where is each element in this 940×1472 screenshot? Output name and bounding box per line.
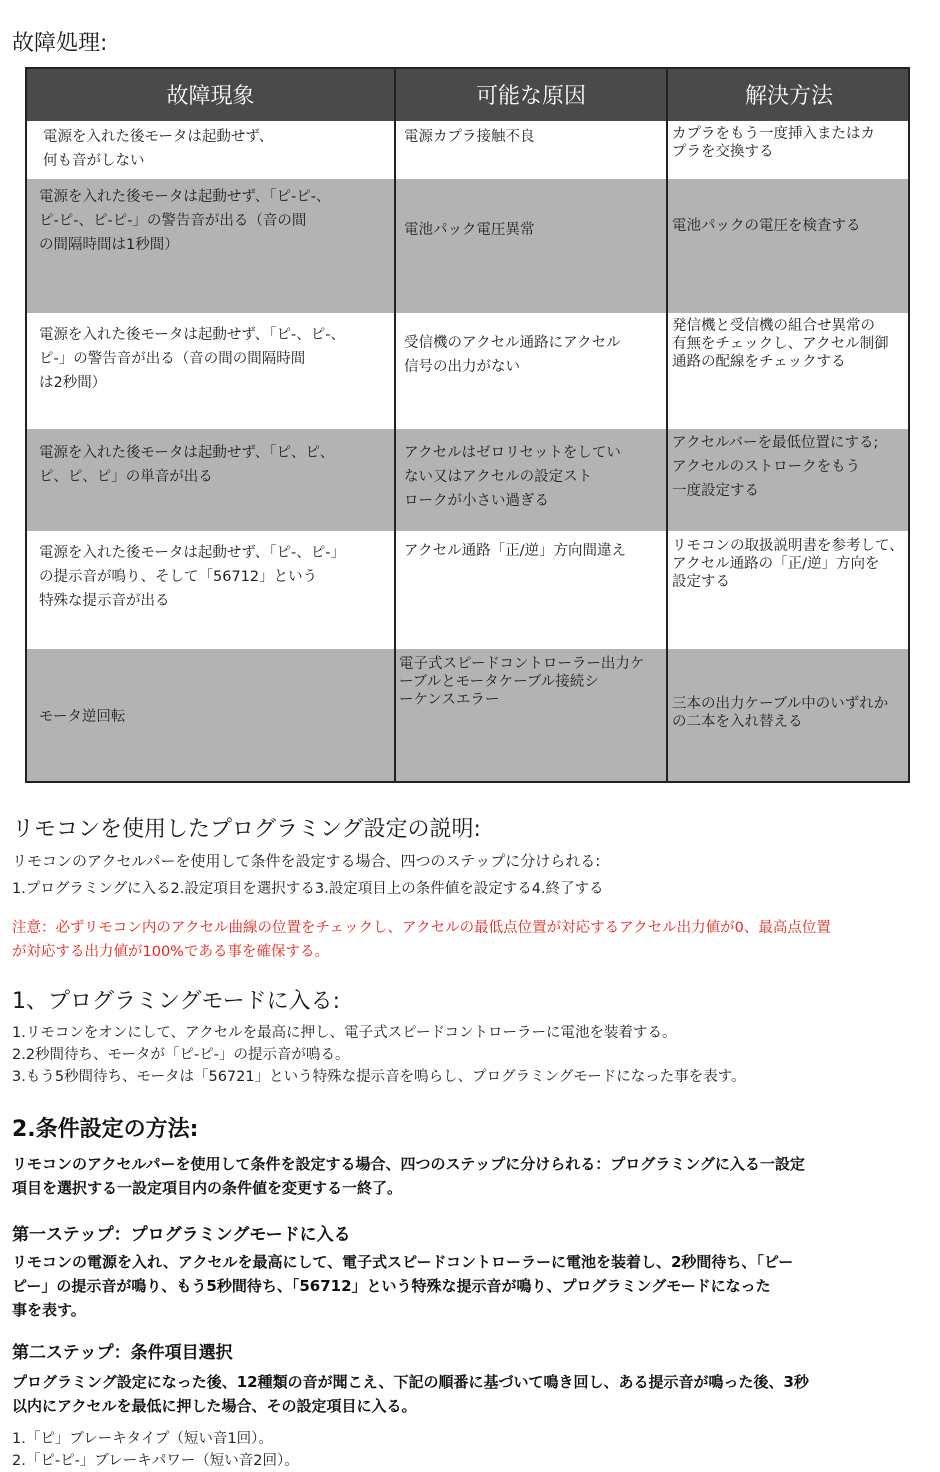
step1-line: リモコンの電源を入れ、アクセルを最高にして、電子式スピードコントローラーに電池を装着し、2秒間待ち、「ピー xyxy=(12,1253,794,1271)
cause-line: ーブルとモータケーブル接続シ xyxy=(399,674,599,690)
solution-cell xyxy=(672,214,861,238)
header-solution: 解決方法 xyxy=(744,84,833,109)
header-cause: 可能な原因 xyxy=(475,84,586,109)
step1-line: ピー」の提示音が鳴り、もう5秒間待ち、「56712」という特殊な提示音が鳴り、プログラミングモードになった xyxy=(12,1277,771,1295)
list-item: 2.2秒間待ち、モータが「ピ-ピ-」の提示音が鳴る。 xyxy=(12,1047,350,1063)
solution-line: 三本の出力ケーブル中のいずれか xyxy=(672,696,889,712)
solution-cell xyxy=(672,537,904,591)
cause-line: アクセルはゼロリセットをしてい xyxy=(404,445,621,461)
solution-line: の二本を入れ替える xyxy=(672,714,803,730)
solution-line: 電池パックの電圧を検査する xyxy=(672,218,861,234)
column-divider xyxy=(666,69,668,781)
symptom-cell xyxy=(39,323,345,395)
list-item: 3.もう5秒間待ち、モータは「56721」という特殊な提示音を鳴らし、プログラミングモードになった事を表す。 xyxy=(12,1069,746,1085)
cause-cell xyxy=(399,655,644,709)
symptom-line: の提示音が鳴り、そして「56712」という xyxy=(39,569,318,585)
table-row xyxy=(27,649,908,781)
step2-line: 以内にアクセルを最低に押した場合、その設定項目に入る。 xyxy=(12,1397,417,1415)
solution-line: リモコンの取扱説明書を参考して、 xyxy=(672,538,904,554)
cause-line: ロークが小さい過ぎる xyxy=(404,493,549,509)
programming-warning xyxy=(12,916,928,964)
solution-line: アクセルのストロークをもう xyxy=(672,459,861,475)
intro-line: 項目を選択する一設定項目内の条件値を変更する一終了。 xyxy=(12,1179,403,1197)
solution-line: アクセルバーを最低位置にする; xyxy=(672,435,879,451)
solution-line: 通路の配線をチェックする xyxy=(672,354,846,370)
cause-line: 信号の出力がない xyxy=(404,359,520,375)
solution-cell xyxy=(672,431,878,503)
symptom-line: ピ-」の警告音が出る（音の間の間隔時間 xyxy=(39,351,306,367)
cause-cell xyxy=(404,441,621,513)
symptom-cell xyxy=(39,185,330,257)
intro-line: リモコンのアクセルパーを使用して条件を設定する場合、四つのステップに分けられる：プログラミングに入る一設定 xyxy=(12,1155,805,1173)
solution-line: アクセル通路の「正/逆」方向を xyxy=(672,556,880,572)
condition-setting-intro xyxy=(12,1152,928,1200)
step1-body xyxy=(12,1250,928,1322)
solution-cell xyxy=(672,317,889,371)
troubleshooting-table xyxy=(25,67,910,783)
cause-line: ーケンスエラー xyxy=(399,692,500,708)
list-item: 1.「ピ」ブレーキタイプ（短い音1回）。 xyxy=(12,1431,273,1447)
cause-cell xyxy=(404,539,626,563)
enter-mode-list xyxy=(12,1022,746,1088)
header-symptom: 故障現象 xyxy=(166,84,255,109)
symptom-cell xyxy=(39,541,345,613)
column-divider xyxy=(394,69,396,781)
solution-line: カプラをもう一度挿入またはカ xyxy=(672,126,875,142)
step2-body xyxy=(12,1370,928,1418)
solution-cell xyxy=(672,695,888,731)
cause-line: 電子式スピードコントローラー出力ケ xyxy=(399,656,645,672)
step1-line: 事を表す。 xyxy=(12,1301,86,1319)
enter-mode-heading: 1、プログラミングモードに入る: xyxy=(12,989,341,1014)
symptom-line: ピ-ピ-、ピ-ピ-」の警告音が出る（音の間 xyxy=(39,213,307,229)
table-row xyxy=(27,121,908,179)
solution-line: 発信機と受信機の組合せ異常の xyxy=(672,318,875,334)
table-row xyxy=(27,313,908,429)
cause-line: 受信機のアクセル通路にアクセル xyxy=(404,335,621,351)
cause-cell xyxy=(404,331,621,379)
symptom-cell xyxy=(39,441,334,489)
warning-line: が対応する出力値が100%である事を確保する。 xyxy=(12,944,329,960)
symptom-line: 電源を入れた後モータは起動せず、「ピ、ピ、 xyxy=(39,445,335,461)
step2-line: プログラミング設定になった後、12種類の音が聞こえ、下記の順番に基づいて鳴き回し、ある提示音が鳴った後、3秒 xyxy=(12,1373,809,1391)
symptom-cell xyxy=(43,125,273,173)
symptom-line: 電源を入れた後モータは起動せず、「ピ-、ピ-」 xyxy=(39,545,345,561)
table-row xyxy=(27,429,908,531)
cause-line: アクセル通路「正/逆」方向間違え xyxy=(404,543,626,559)
solution-line: 有無をチェックし、アクセル制御 xyxy=(672,336,889,352)
table-row xyxy=(27,179,908,313)
step1-title: 第一ステップ：プログラミングモードに入る xyxy=(12,1225,351,1245)
condition-setting-heading: 2.条件設定の方法: xyxy=(12,1117,199,1142)
troubleshooting-heading: 故障処理: xyxy=(12,31,108,56)
solution-cell xyxy=(672,125,875,161)
cause-line: 電池パック電圧異常 xyxy=(404,222,535,238)
solution-line: 設定する xyxy=(672,574,730,590)
solution-line: プラを交換する xyxy=(672,144,774,160)
programming-steps: 1.プログラミングに入る2.設定項目を選択する3.設定項目上の条件値を設定する4.終了する xyxy=(12,881,604,897)
symptom-line: 電源を入れた後モータは起動せず、 xyxy=(43,129,274,145)
cause-line: 電源カプラ接触不良 xyxy=(404,129,535,145)
settings-list xyxy=(12,1428,299,1472)
symptom-line: 特殊な提示音が出る xyxy=(39,593,170,609)
table-header xyxy=(27,69,908,121)
programming-intro: リモコンのアクセルパーを使用して条件を設定する場合、四つのステップに分けられる: xyxy=(12,852,601,870)
cause-line: ない又はアクセルの設定スト xyxy=(404,469,593,485)
list-item: 2.「ピ-ピ-」ブレーキパワー（短い音2回）。 xyxy=(12,1453,299,1469)
cause-cell xyxy=(404,218,535,242)
symptom-line: ピ、ピ、ピ」の単音が出る xyxy=(39,469,213,485)
symptom-cell xyxy=(39,705,125,729)
symptom-line: 電源を入れた後モータは起動せず、「ピ-ピ-、 xyxy=(39,189,331,205)
programming-heading: リモコンを使用したプログラミング設定の説明: xyxy=(12,817,481,842)
symptom-line: 何も音がしない xyxy=(43,153,145,169)
step2-title: 第二ステップ：条件項目選択 xyxy=(12,1343,233,1363)
symptom-line: 電源を入れた後モータは起動せず、「ピ-、ピ-、 xyxy=(39,327,345,343)
warning-line: 注意：必ずリモコン内のアクセル曲線の位置をチェックし、アクセルの最低点位置が対応するアクセル出力値が0、最高点位置 xyxy=(12,920,831,936)
list-item: 1.リモコンをオンにして、アクセルを最高に押し、電子式スピードコントローラーに電池を装着する。 xyxy=(12,1025,677,1041)
symptom-line: モータ逆回転 xyxy=(39,709,126,725)
solution-line: 一度設定する xyxy=(672,483,759,499)
symptom-line: は2秒間） xyxy=(39,375,107,391)
cause-cell xyxy=(404,125,535,149)
table-row xyxy=(27,531,908,649)
symptom-line: の間隔時間は1秒間） xyxy=(39,237,179,253)
